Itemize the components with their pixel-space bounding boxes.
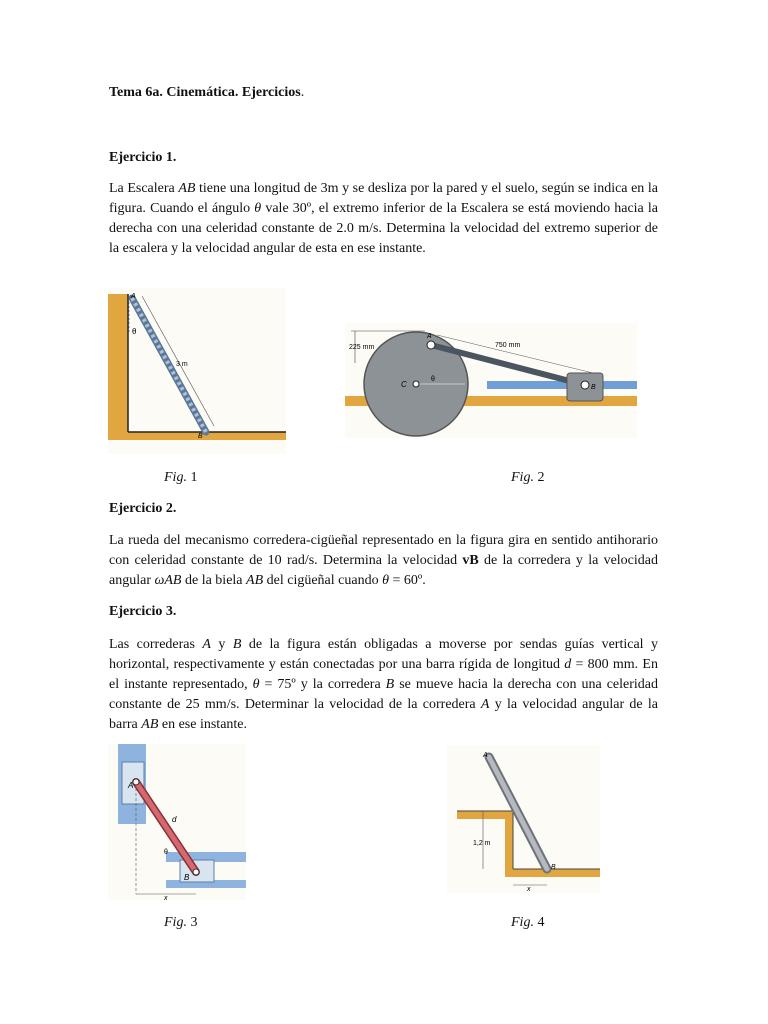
label-length: 3 m (176, 361, 188, 368)
label-a: A (131, 293, 136, 300)
figure-4-caption: Fig. 4 (511, 915, 545, 930)
figure-2-caption: Fig. 2 (511, 470, 545, 485)
document-title: Tema 6a. Cinemática. Ejercicios. (109, 85, 305, 100)
step-wall (505, 811, 513, 877)
figure-2-crank-slider (345, 323, 637, 438)
label-b: B (198, 433, 203, 440)
dimension-225: 225 mm (349, 344, 375, 351)
exercise-1-text: La Escalera AB tiene una longitud de 3m y se desliza por la pared y el suelo, según se indica en la figura. Cuando el ángulo θ vale 30º, el extremo inferior de la Escalera se está moviendo hacia la derecha con una celeridad constante de 2.0 m/s. Determina la velocidad del extremo superior de la escalera y la velocidad angular de esta en ese instante. (109, 181, 659, 256)
label-height: 1,2 m (473, 840, 491, 847)
label-theta: θ (164, 849, 168, 856)
exercise-3-heading: Ejercicio 3. (109, 604, 177, 619)
figure-3-caption: Fig. 3 (164, 915, 198, 930)
figure-1-caption: Fig. 1 (164, 470, 198, 485)
upper-ledge (457, 811, 513, 819)
label-a: A (483, 752, 488, 759)
exercise-2-heading: Ejercicio 2. (109, 501, 177, 516)
label-b: B (591, 384, 596, 391)
exercise-1-heading: Ejercicio 1. (109, 150, 177, 165)
label-a: A (128, 781, 134, 790)
label-theta: θ (132, 327, 137, 336)
wall (108, 294, 128, 438)
label-x: x (527, 886, 531, 893)
exercise-2-text: La rueda del mecanismo corredera-cigüeñal representado en la figura gira en sentido antihorario con celeridad constante de 10 rad/s. Determina la velocidad vB de la corredera y la velocidad angular ωAB de la biela AB del cigüeñal cuando θ = 60º. (109, 533, 658, 588)
label-d: d (172, 815, 177, 824)
label-b: B (551, 864, 556, 871)
label-x: x (164, 895, 168, 900)
label-theta: θ (431, 376, 435, 383)
dimension-750: 750 mm (495, 342, 521, 349)
label-b: B (184, 873, 190, 882)
label-c: C (401, 380, 407, 389)
figure-3-sliders (108, 744, 246, 900)
slider-guide (487, 381, 637, 389)
floor (108, 432, 286, 440)
label-a: A (427, 333, 432, 340)
figure-1-ladder (108, 288, 286, 454)
exercise-3-text: Las correderas A y B de la figura están obligadas a moverse por sendas guías vertical y horizontal, respectivamente y están conectadas por una barra rígida de longitud d = 800 mm. En el instante representado, θ = 75º y la corredera B se mueve hacia la derecha con una celeridad constante de 25 mm/s. Determinar la velocidad de la corredera A y la velocidad angular de la barra AB en ese instante. (109, 637, 658, 732)
figure-4-bar (447, 745, 600, 893)
